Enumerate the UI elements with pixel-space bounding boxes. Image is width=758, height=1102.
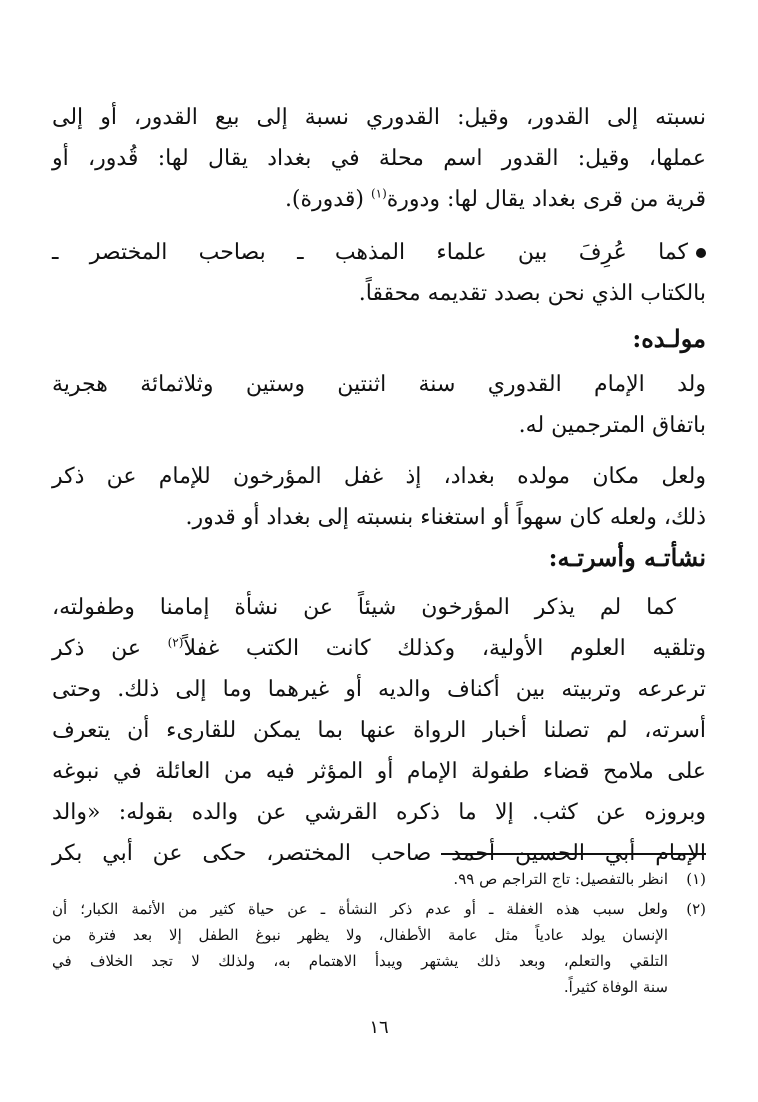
footnote-1 [52, 866, 706, 892]
intro-line-1: نسبته إلى القدور، وقيل: القدوري نسبة إلى بيع القدور، أو إلى [52, 105, 707, 130]
bullet-icon [696, 248, 706, 258]
upbringing-line-7: الإمام أبي الحسين أحمد صاحب المختصر، حكى عن أبي بكر [52, 841, 706, 866]
upbringing-line-3: ترعرعه وتربيته بين أكناف والديه أو غيرهما وما إلى ذلك. وحتى [52, 677, 706, 702]
footnote-text [52, 896, 668, 1000]
footnote-1-line-1: انظر بالتفصيل: تاج التراجم ص ٩٩. [453, 870, 668, 888]
upbringing-paragraph [52, 587, 706, 874]
birth-p2-line-2: ذلك، ولعله كان سهواً أو استغناء بنسبته إلى بغداد أو قدور. [185, 505, 706, 530]
bullet-line-1-text: كما عُرِفَ بين علماء المذهب ـ بصاحب المختصر ـ [52, 240, 688, 265]
section-heading-birth: مولـده: [632, 324, 706, 353]
upbringing-line-1: كما لم يذكر المؤرخون شيئاً عن نشأة إمامنا وطفولته، [52, 595, 676, 620]
intro-line-3-tail: (قدورة). [284, 187, 371, 212]
bullet-line-2: بالكتاب الذي نحن بصدد تقديمه محققاً. [358, 281, 706, 306]
footnote-ref-2[interactable]: (٢) [167, 635, 184, 650]
footnote-text [52, 866, 668, 892]
bullet-line-1 [52, 232, 706, 273]
upbringing-line-4: أسرته، لم تصلنا أخبار الرواة عنها بما يمكن للقارىء أن يتعرف [52, 718, 706, 743]
footnote-number: (١) [686, 870, 706, 888]
upbringing-line-5: على ملامح قضاء طفولة الإمام أو المؤثر فيه من العائلة في نبوغه [52, 759, 706, 784]
upbringing-line-2 [52, 628, 706, 669]
footnote-2-line-1: ولعل سبب هذه الغفلة ـ أو عدم ذكر النشأة ـ عن حياة كثير من الأئمة الكبار؛ أن [52, 900, 668, 918]
intro-line-2: عملها، وقيل: القدور اسم محلة في بغداد يقال لها: قُدور، أو [52, 146, 706, 171]
intro-line-3-text: قرية من قرى بغداد يقال لها: ودورة [386, 187, 706, 212]
birth-p1-line-2: باتفاق المترجمين له. [518, 413, 706, 438]
footnote-2 [52, 896, 706, 1000]
birth-p2-line-1: ولعل مكان مولده بغداد، إذ غفل المؤرخون للإمام عن ذكر [52, 464, 706, 489]
footnote-2-line-4: سنة الوفاة كثيراً. [563, 978, 668, 996]
page-number: ١٦ [369, 1017, 389, 1038]
footnote-2-line-2: الإنسان يولد عادياً مثل عامة الأطفال، ولا يظهر نبوغ الطفل إلا بعد فترة من [52, 926, 668, 944]
bullet-paragraph [52, 232, 706, 314]
section-heading-upbringing: نشأتـه وأسرتـه: [548, 543, 706, 572]
intro-paragraph [52, 97, 706, 220]
birth-paragraph-1 [52, 364, 706, 446]
birth-section-heading-block [52, 319, 706, 359]
birth-p1-line-1: ولد الإمام القدوري سنة اثنتين وستين وثلاثمائة هجرية [52, 372, 706, 397]
footnotes [52, 866, 706, 1004]
upbringing-line-6: وبروزه عن كثب. إلا ما ذكره القرشي عن والده بقوله: «والد [52, 800, 706, 825]
intro-line-3 [52, 179, 706, 220]
upbringing-line-2-start: وتلقيه العلوم الأولية، وكذلك كانت الكتب غفلاً [183, 636, 706, 661]
footnote-ref-1[interactable]: (١) [370, 186, 387, 201]
footnote-number: (٢) [686, 900, 706, 918]
footnote-2-line-3: التلقي والتعلم، وبعد ذلك يشتهر ويبدأ الاهتمام به، ولذلك لا تجد الخلاف في [52, 952, 668, 970]
upbringing-section-heading-block [52, 538, 706, 578]
birth-paragraph-2 [52, 456, 706, 538]
upbringing-line-2-end: عن ذكر [52, 636, 168, 661]
footnote-separator [441, 853, 706, 855]
